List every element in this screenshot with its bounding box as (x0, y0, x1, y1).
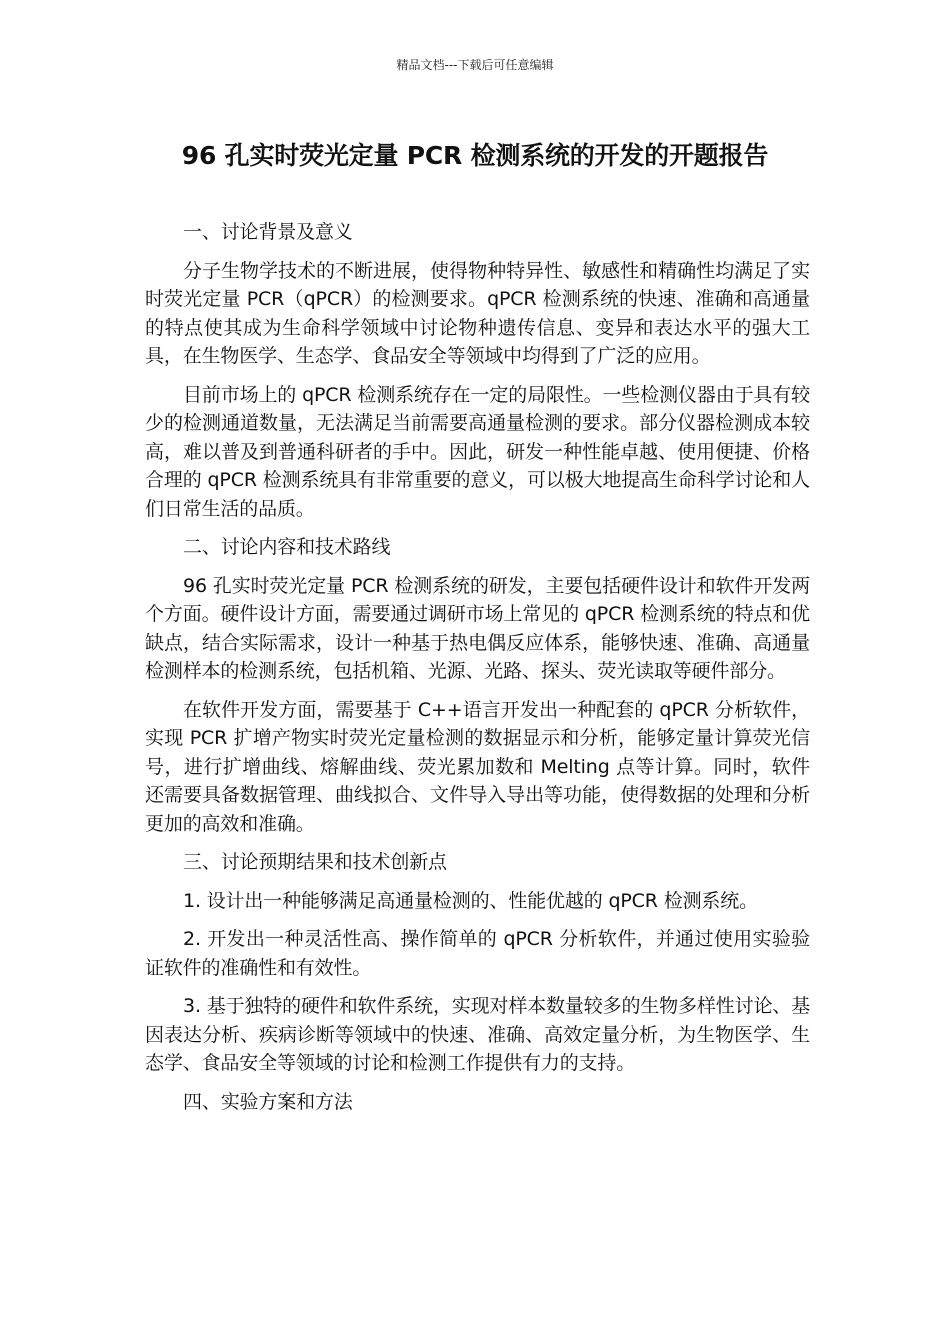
paragraph-content-2: 在软件开发方面，需要基于 C++语言开发出一种配套的 qPCR 分析软件，实现 PCR 扩增产物实时荧光定量检测的数据显示和分析，能够定量计算荧光信号，进行扩增曲线、熔解曲线、荧光累加数和 Melting 点等计算。同时，软件还需要具备数据管理、曲线拟合、文件导入导出等功能，使得数据的处理和分析更加的高效和准确。 (145, 698, 810, 835)
paragraph-content-1: 96 孔实时荧光定量 PCR 检测系统的研发，主要包括硬件设计和软件开发两个方面。硬件设计方面，需要通过调研市场上常见的 qPCR 检测系统的特点和优缺点，结合实际需求，设计一种基于热电偶反应体系，能够快速、准确、高通量检测样本的检测系统，包括机箱、光源、光路、探头、荧光读取等硬件部分。 (145, 574, 810, 682)
document-body (145, 218, 810, 1116)
list-item-result-1: 1. 设计出一种能够满足高通量检测的、性能优越的 qPCR 检测系统。 (183, 889, 758, 912)
section-heading-3: 三、讨论预期结果和技术创新点 (183, 851, 447, 873)
section-heading-2: 二、讨论内容和技术路线 (183, 536, 391, 558)
list-item-result-3: 3. 基于独特的硬件和软件系统，实现对样本数量较多的生物多样性讨论、基因表达分析、疾病诊断等领域中的快速、准确、高效定量分析，为生物医学、生态学、食品安全等领域的讨论和检测工作提供有力的支持。 (145, 995, 810, 1074)
paragraph-background-1: 分子生物学技术的不断进展，使得物种特异性、敏感性和精确性均满足了实时荧光定量 PCR（qPCR）的检测要求。qPCR 检测系统的快速、准确和高通量的特点使其成为生命科学领域中讨论物种遗传信息、变异和表达水平的强大工具，在生物医学、生态学、食品安全等领域中均得到了广泛的应用。 (145, 259, 810, 367)
section-heading-4: 四、实验方案和方法 (183, 1090, 353, 1113)
header-note: 精品文档---下载后可任意编辑 (396, 58, 554, 72)
document-title: 96 孔实时荧光定量 PCR 检测系统的开发的开题报告 (181, 141, 769, 170)
section-heading-1: 一、讨论背景及意义 (183, 221, 353, 243)
paragraph-background-2: 目前市场上的 qPCR 检测系统存在一定的局限性。一些检测仪器由于具有较少的检测通道数量，无法满足当前需要高通量检测的要求。部分仪器检测成本较高，难以普及到普通科研者的手中。因此，研发一种性能卓越、使用便捷、价格合理的 qPCR 检测系统具有非常重要的意义，可以极大地提高生命科学讨论和人们日常生活的品质。 (145, 383, 810, 520)
list-item-result-2: 2. 开发出一种灵活性高、操作简单的 qPCR 分析软件，并通过使用实验验证软件的准确性和有效性。 (145, 928, 810, 979)
